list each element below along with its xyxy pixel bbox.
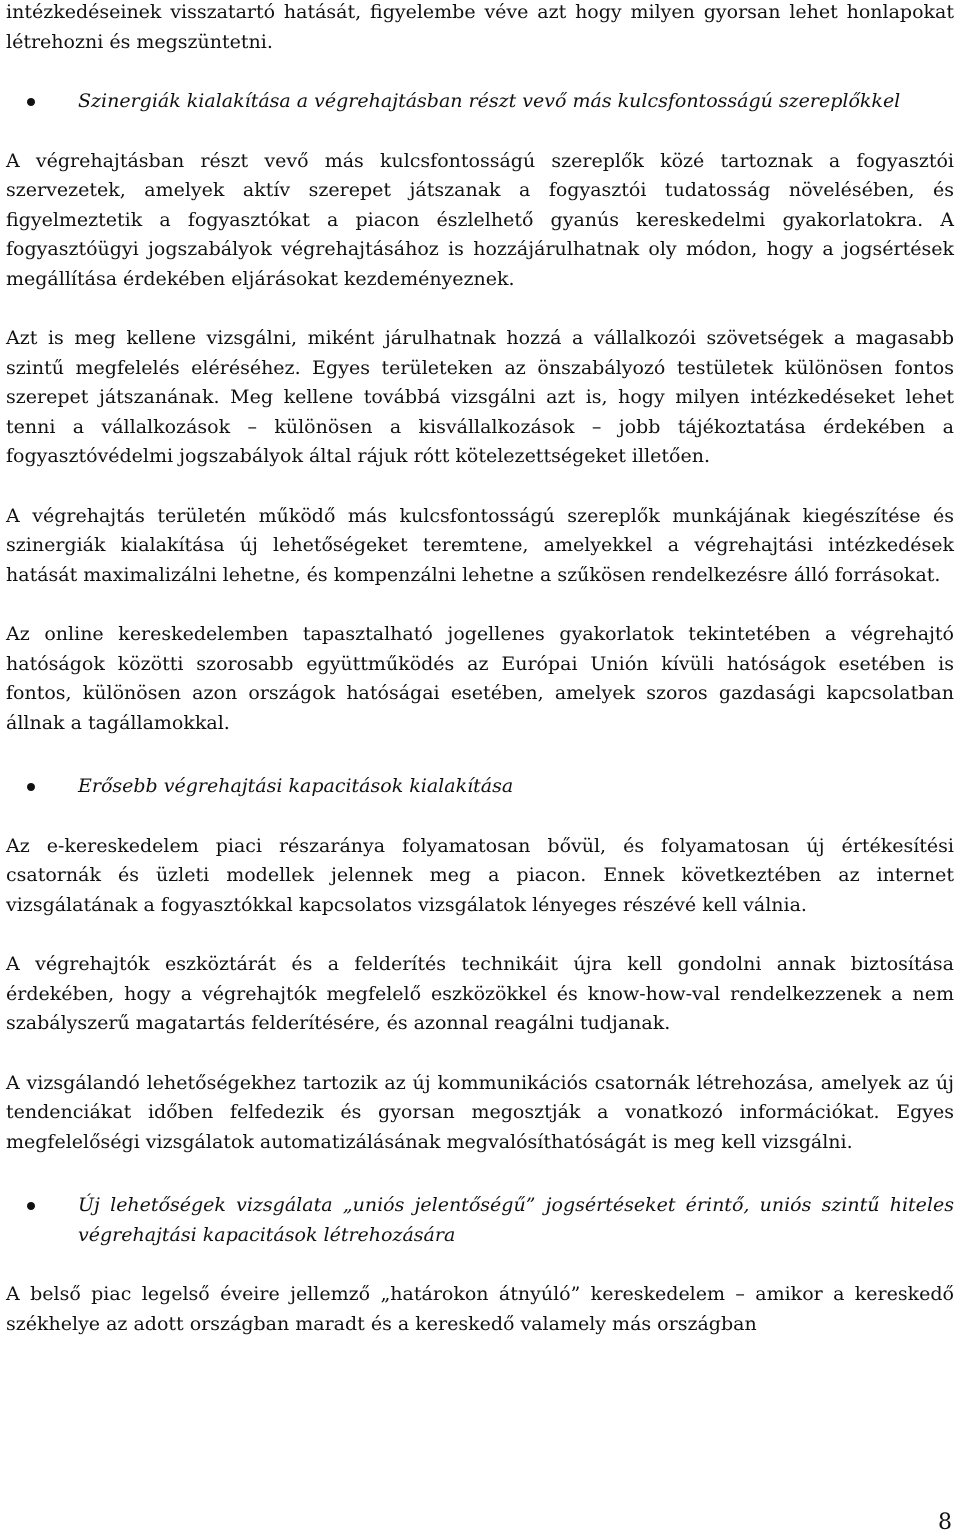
bullet-dot-icon	[6, 772, 78, 802]
bullet-enforcement-capacity	[6, 772, 954, 802]
bullet-heading-eu-level-capacity: Új lehetőségek vizsgálata „uniós jelentőségű” jogsértéseket érintő, uniós szintű hiteles végrehajtási kapacitások létrehozására	[78, 1194, 954, 1246]
paragraph-complementing-actors: A végrehajtás területén működő más kulcsfontosságú szereplők munkájának kiegészítése és szinergiák kialakítása új lehetőségeket teremtene, amelyekkel a végrehajtási intézkedések hatását maximalizálni lehetne, és kompenzálni lehetne a szűkösen rendelkezésre álló forrásokat.	[6, 504, 954, 586]
page-number: 8	[938, 1510, 952, 1535]
paragraph-business-associations: Azt is meg kellene vizsgálni, miként járulhatnak hozzá a vállalkozói szövetségek a magasabb szintű megfelelés eléréséhez. Egyes területeken az önszabályozó testületek különösen fontos szerepet játszanának. Meg kellene továbbá vizsgálni azt is, hogy milyen intézkedéseket lehet tenni a vállalkozások – különösen a kisvállalkozások – jobb tájékoztatása érdekében a fogyasztóvédelmi jogszabályok által rájuk rótt kötelezettségeket illetően.	[6, 327, 954, 467]
bullet-dot-icon	[6, 1191, 78, 1221]
paragraph-communication-channels: A vizsgálandó lehetőségekhez tartozik az új kommunikációs csatornák létrehozása, amelyek az új tendenciákat időben felfedezik és gyorsan megosztják a vonatkozó információkat. Egyes megfelelőségi vizsgálatok automatizálásának megvalósíthatóságát is meg kell vizsgálni.	[6, 1071, 954, 1153]
bullet-dot-icon	[6, 87, 78, 117]
paragraph-enforcer-toolbox: A végrehajtók eszköztárát és a felderítés technikáit újra kell gondolni annak biztosítása érdekében, hogy a végrehajtók megfelelő eszközökkel és know-how-val rendelkezzenek a nem szabályszerű magatartás felderítésére, és azonnal reagálni tudjanak.	[6, 953, 954, 1034]
paragraph-intro-continuation: intézkedéseinek visszatartó hatását, figyelembe véve azt hogy milyen gyorsan lehet honlapokat létrehozni és megszüntetni.	[6, 1, 954, 53]
paragraph-ecommerce-share: Az e-kereskedelem piaci részaránya folyamatosan bővül, és folyamatosan új értékesítési csatornák és üzleti modellek jelennek meg a piacon. Ennek következtében az internet vizsgálatának a fogyasztókkal kapcsolatos vizsgálatok lényeges részévé kell válnia.	[6, 834, 954, 916]
paragraph-internal-market: A belső piac legelső éveire jellemző „határokon átnyúló” kereskedelem – amikor a kereskedő székhelye az adott országban maradt és a kereskedő valamely más országban	[6, 1283, 954, 1335]
bullet-synergies	[6, 87, 954, 117]
bullet-heading-synergies: Szinergiák kialakítása a végrehajtásban részt vevő más kulcsfontosságú szereplőkkel	[78, 90, 901, 112]
bullet-heading-enforcement-capacity: Erősebb végrehajtási kapacitások kialakítása	[78, 775, 514, 797]
document-page	[6, 0, 954, 1339]
paragraph-online-cooperation: Az online kereskedelemben tapasztalható jogellenes gyakorlatok tekintetében a végrehajtó hatóságok közötti szorosabb együttműködés az Európai Unión kívüli hatóságok esetében is fontos, különösen azon országok hatóságai esetében, amelyek szoros gazdasági kapcsolatban állnak a tagállamokkal.	[6, 623, 954, 734]
paragraph-consumer-organisations: A végrehajtásban részt vevő más kulcsfontosságú szereplők közé tartoznak a fogyasztói szervezetek, amelyek aktív szerepet játszanak a fogyasztói tudatosság növelésében, és figyelmeztetik a fogyasztókat a piacon észlelhető gyanús kereskedelmi gyakorlatokra. A fogyasztóügyi jogszabályok végrehajtásához is hozzájárulhatnak oly módon, hogy a jogsértések megállítása érdekében eljárásokat kezdeményeznek.	[6, 149, 954, 290]
bullet-eu-level-capacity	[6, 1191, 954, 1250]
